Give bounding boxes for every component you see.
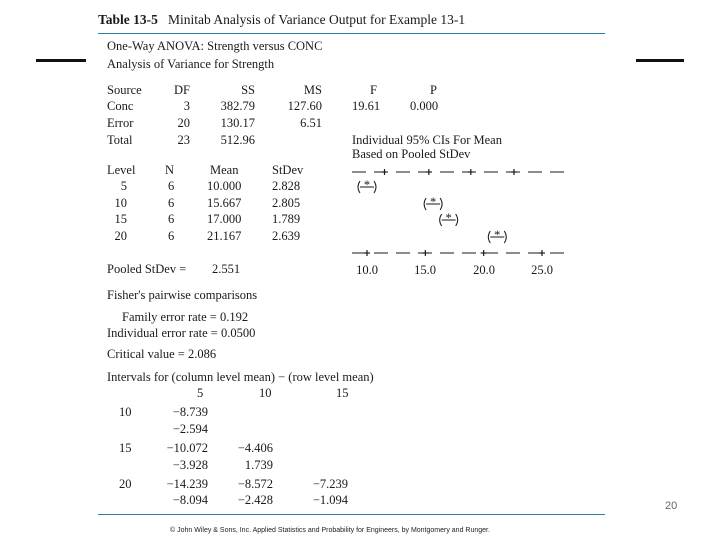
table-caption-text: Minitab Analysis of Variance Output for Example 13-1 [168, 12, 466, 27]
ci-interval-right-paren [456, 214, 458, 226]
anova-row-p: 0.000 [410, 99, 439, 113]
top-rule [98, 33, 605, 34]
anova-row-ms: 127.60 [287, 99, 322, 113]
ci-axis-label: 25.0 [531, 263, 553, 277]
level-row-n: 6 [168, 179, 175, 193]
intervals-title: Intervals for (column level mean) − (row level mean) [107, 370, 374, 384]
ci-interval-mean-marker: * [445, 211, 452, 225]
level-row-mean: 21.167 [207, 229, 242, 243]
level-row-stdev: 2.828 [272, 179, 301, 193]
fisher-col-header: 5 [197, 386, 204, 400]
level-header-level: Level [107, 163, 136, 177]
level-row-stdev: 2.639 [272, 229, 301, 243]
level-row-mean: 10.000 [207, 179, 242, 193]
table-caption [98, 12, 465, 28]
ci-header-line1: Individual 95% CIs For Mean [352, 133, 502, 147]
level-row-level: 10 [114, 196, 127, 210]
ci-interval-right-paren [504, 231, 506, 243]
anova-header-f: F [370, 83, 377, 97]
family-error-rate: Family error rate = 0.192 [122, 310, 249, 324]
level-row-level: 5 [120, 179, 127, 193]
ci-plot-marks [352, 169, 565, 256]
ci-interval-mean-marker: * [429, 195, 437, 209]
ci-axis-label: 10.0 [356, 263, 378, 277]
fisher-title: Fisher's pairwise comparisons [107, 288, 258, 302]
ci-interval-right-paren [440, 198, 442, 210]
ci-axis-label: 20.0 [473, 263, 495, 277]
bottom-rule [98, 514, 605, 515]
fisher-cell: −2.594 [172, 422, 208, 436]
fisher-row-label: 15 [119, 441, 132, 455]
level-row-n: 6 [168, 212, 175, 226]
level-row-n: 6 [168, 229, 175, 243]
left-decor-bar [36, 59, 86, 62]
fisher-col-header: 10 [259, 386, 272, 400]
fisher-cell: −8.739 [172, 405, 208, 419]
ci-interval-left-paren [488, 231, 490, 243]
ci-interval-mean-marker: * [494, 228, 501, 242]
anova-row-source: Error [107, 116, 134, 130]
anova-header-p: P [430, 83, 437, 97]
level-header-stdev: StDev [272, 163, 304, 177]
level-row-stdev: 2.805 [272, 196, 301, 210]
critical-value: Critical value = 2.086 [107, 347, 217, 361]
fisher-cell: −3.928 [172, 458, 208, 472]
anova-row-f: 19.61 [352, 99, 381, 113]
individual-error-rate: Individual error rate = 0.0500 [107, 326, 256, 340]
anova-row-df: 3 [183, 99, 190, 113]
fisher-cell: −10.072 [166, 441, 208, 455]
anova-row-ss: 382.79 [220, 99, 255, 113]
level-row-level: 20 [114, 229, 127, 243]
fisher-row-label: 20 [119, 477, 132, 491]
ci-header-line2: Based on Pooled StDev [352, 147, 471, 161]
ci-interval-right-paren [374, 181, 376, 193]
fisher-cell: −2.428 [237, 493, 273, 507]
fisher-row-label: 10 [119, 405, 132, 419]
fisher-cell: 1.739 [244, 458, 273, 472]
ci-axis-labels [356, 263, 553, 277]
fisher-cell: −14.239 [166, 477, 208, 491]
anova-title: One-Way ANOVA: Strength versus CONC [107, 39, 323, 53]
ci-interval-left-paren [440, 214, 442, 226]
level-row-n: 6 [168, 196, 175, 210]
level-row-mean: 15.667 [207, 196, 242, 210]
ci-axis-label: 15.0 [414, 263, 436, 277]
anova-row-df: 20 [177, 116, 190, 130]
anova-row-ss: 512.96 [220, 133, 255, 147]
anova-header-ms: MS [303, 83, 322, 97]
pooled-stdev-value: 2.551 [212, 262, 241, 276]
anova-row-df: 23 [177, 133, 190, 147]
page-number: 20 [665, 500, 678, 512]
pooled-stdev-label: Pooled StDev = [107, 262, 187, 276]
level-header-mean: Mean [210, 163, 239, 177]
fisher-cell: −8.572 [237, 477, 273, 491]
level-row-level: 15 [114, 212, 127, 226]
ci-interval-left-paren [424, 198, 426, 210]
anova-header-source: Source [107, 83, 142, 97]
copyright-footer: © John Wiley & Sons, Inc. Applied Statistics and Probability for Engineers, by Montgomery and Runger. [170, 527, 490, 534]
level-header-n: N [165, 163, 175, 177]
ci-interval-left-paren [358, 181, 360, 193]
anova-row-ms: 6.51 [300, 116, 322, 130]
right-decor-bar [636, 59, 684, 62]
level-row-stdev: 1.789 [272, 212, 301, 226]
anova-row-source: Conc [107, 99, 134, 113]
fisher-col-header: 15 [336, 386, 349, 400]
fisher-cell: −1.094 [312, 493, 348, 507]
anova-subtitle: Analysis of Variance for Strength [107, 57, 275, 71]
anova-header-ss: SS [241, 83, 255, 97]
fisher-cell: −7.239 [312, 477, 348, 491]
table-label: Table 13-5 [98, 12, 158, 27]
fisher-cell: −4.406 [237, 441, 273, 455]
level-row-mean: 17.000 [207, 212, 242, 226]
ci-interval-mean-marker: * [363, 178, 371, 192]
anova-row-source: Total [107, 133, 133, 147]
anova-header-df: DF [174, 83, 190, 97]
anova-row-ss: 130.17 [220, 116, 255, 130]
fisher-cell: −8.094 [172, 493, 208, 507]
